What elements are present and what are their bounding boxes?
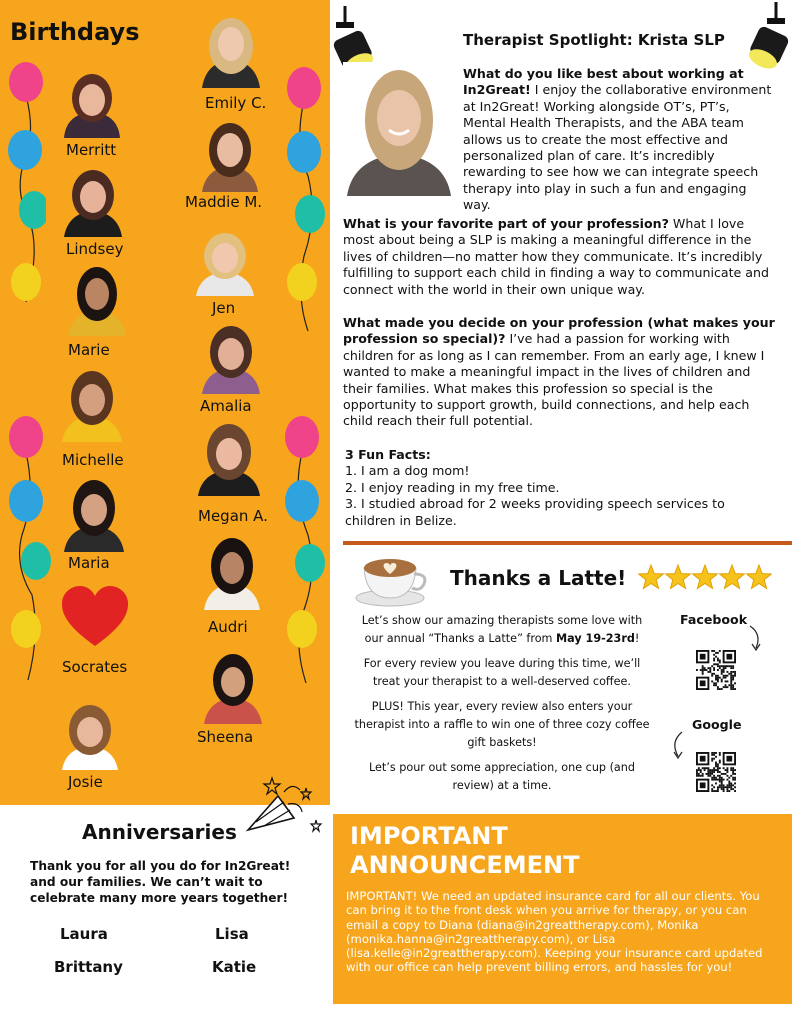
latte-p1-pre: Let’s show our amazing therapists some love with our annual “Thanks a Latte” from — [361, 614, 643, 645]
name-josie: Josie — [68, 773, 103, 791]
avatar-marie — [62, 262, 132, 336]
rating-stars — [638, 563, 772, 597]
fun-facts — [345, 447, 775, 529]
balloons-left-bottom-icon — [6, 415, 52, 685]
party-popper-icon — [244, 774, 324, 834]
anniversaries-title: Anniversaries — [82, 820, 237, 844]
name-maddie: Maddie M. — [185, 193, 263, 211]
spotlight-q2-block — [343, 216, 775, 298]
name-michelle: Michelle — [62, 451, 124, 469]
name-socrates: Socrates — [62, 658, 128, 676]
name-merritt: Merritt — [66, 141, 117, 159]
avatar-maddie — [196, 118, 264, 192]
star-icon — [666, 565, 691, 589]
latte-p1 — [352, 612, 652, 648]
name-megan: Megan A. — [198, 507, 268, 525]
star-icon — [693, 565, 718, 589]
spotlight-title: Therapist Spotlight: Krista SLP — [463, 31, 725, 49]
avatar-michelle — [56, 366, 128, 442]
balloons-right-bottom-icon — [280, 415, 328, 685]
fun-fact-2: 2. I enjoy reading in my free time. — [345, 479, 560, 495]
name-emily: Emily C. — [205, 94, 267, 112]
name-lindsey: Lindsey — [66, 240, 124, 258]
spotlight-q1: What do you like best about working at In2Great! — [463, 66, 744, 98]
latte-p3: PLUS! This year, every review also enters your therapist into a raffle to win one of three cozy coffee gift baskets! — [354, 700, 650, 749]
announcement-title: IMPORTANT ANNOUNCEMENT — [350, 822, 580, 879]
stars-icon — [638, 563, 772, 593]
fun-fact-1: 1. I am a dog mom! — [345, 463, 470, 479]
latte-p4: Let’s pour out some appreciation, one cup (and review) at a time. — [369, 761, 635, 792]
fun-fact-3: 3. I studied abroad for 2 weeks providing speech services to children in Belize. — [345, 496, 725, 528]
arrow-down-google-icon — [668, 730, 690, 762]
name-audri: Audri — [208, 618, 248, 636]
latte-title: Thanks a Latte! — [450, 566, 627, 590]
latte-p1-dates: May 19-23rd — [556, 632, 635, 645]
avatar-jen — [190, 228, 260, 296]
anniversary-name-laura: Laura — [60, 925, 108, 943]
name-jen: Jen — [212, 299, 236, 317]
anniversary-name-brittany: Brittany — [54, 958, 123, 976]
balloons-right-top-icon — [282, 66, 328, 336]
spotlight-q2: What is your favorite part of your profession? — [343, 216, 669, 231]
avatar-maria — [58, 476, 130, 552]
avatar-amalia — [196, 322, 266, 394]
anniversary-name-katie: Katie — [212, 958, 257, 976]
anniversaries-message: Thank you for all you do for In2Great! and our families. We can’t wait to celebrate many more years together! — [30, 859, 291, 905]
balloons-left-top-icon — [6, 62, 46, 312]
name-amalia: Amalia — [200, 397, 252, 415]
krista-photo — [343, 62, 455, 200]
spotlight-a3: I’ve had a passion for working with children for as long as I can remember. From an early age, I knew I wanted to make a meaningful impact in the lives of children and their families. What makes this profession so special is the opportunity to support growth, build connections, and help each child reach their full potential. — [343, 331, 765, 429]
star-icon — [639, 565, 664, 589]
latte-p1-post: ! — [634, 632, 640, 645]
latte-p2: For every review you leave during this time, we’ll treat your therapist to a well-deserved coffee. — [363, 657, 641, 688]
spotlight-q3-block — [343, 315, 775, 430]
spotlight-q1-block — [463, 66, 773, 214]
facebook-qr-icon[interactable] — [696, 650, 736, 690]
avatar-audri — [198, 534, 266, 610]
avatar-merritt — [56, 70, 128, 138]
star-icon — [720, 565, 745, 589]
section-divider — [343, 541, 792, 545]
anniversary-name-lisa: Lisa — [215, 925, 249, 943]
spotlight-a1: I enjoy the collaborative environment at In2Great! Working alongside OT’s, PT’s, Mental Health Therapists, and the ABA team allows us to create the most effective and personalized plan of care. It’s incredibly rewarding to see how we can integrate speech therapy into play in such a fun and engaging way. — [463, 82, 772, 213]
avatar-josie — [56, 700, 124, 770]
spotlight-right-icon — [742, 0, 792, 72]
announcement-body: IMPORTANT! We need an updated insurance card for all our clients. You can bring it to the front desk when you arrive for therapy, or you can email a copy to Diana (diana@in2greattherapy.com), Monika (monika.hanna@in2greattherapy.com), or Lisa (lisa.kelle@in2greattherapy.com). Keeping your insurance card updated with our office can help prevent billing errors, and hassles for you! — [346, 889, 763, 975]
birthdays-title: Birthdays — [10, 18, 140, 46]
arrow-down-facebook-icon — [744, 624, 764, 654]
avatar-sheena — [198, 650, 268, 724]
google-qr-icon[interactable] — [696, 752, 736, 792]
avatar-emily — [196, 12, 266, 88]
heart-icon — [60, 584, 130, 648]
avatar-megan — [192, 420, 266, 496]
star-icon — [747, 565, 772, 589]
name-maria: Maria — [68, 554, 110, 572]
google-label: Google — [692, 717, 742, 732]
birthdays-panel — [0, 0, 330, 805]
avatar-lindsey — [56, 165, 130, 237]
latte-cup-icon — [354, 552, 428, 608]
spotlight-a2: What I love most about being a SLP is making a meaningful difference in the lives of children—no matter how they communicate. It’s incredibly fulfilling to support each child in finding a way to communicate and connect with the world in their own unique way. — [343, 216, 769, 297]
name-sheena: Sheena — [197, 728, 254, 746]
fun-facts-title: 3 Fun Facts: — [345, 447, 431, 462]
facebook-label: Facebook — [680, 612, 748, 627]
spotlight-q3: What made you decide on your profession (what makes your profession so special)? — [343, 315, 775, 347]
name-marie: Marie — [68, 341, 110, 359]
